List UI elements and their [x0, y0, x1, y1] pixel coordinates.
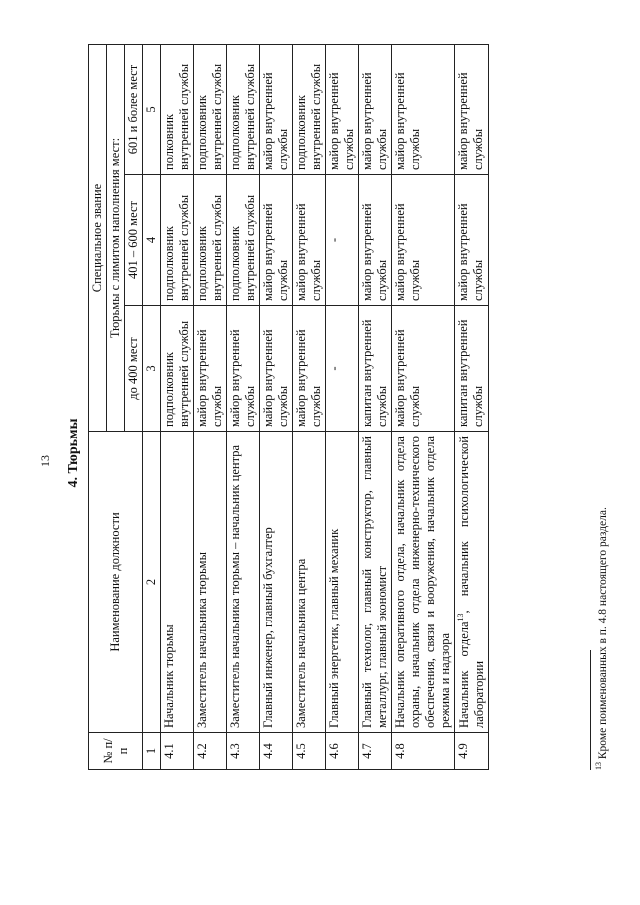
header-col-401-600: 401 – 600 мест: [125, 175, 143, 306]
table-row: [326, 45, 359, 770]
header-limit: Тюрьмы с лимитом наполнения мест:: [107, 45, 125, 432]
row-number: 4.7: [359, 733, 392, 770]
row-number: 4.1: [161, 733, 194, 770]
table-row: [194, 45, 227, 770]
rank-cell: майор внутренней службы: [293, 306, 326, 432]
row-number: 4.9: [455, 733, 489, 770]
footnote-mark: 13: [594, 762, 603, 770]
header-num: № п/п: [89, 733, 143, 770]
row-number: 4.6: [326, 733, 359, 770]
rank-cell: -: [326, 306, 359, 432]
header-rank: Специальное звание: [89, 45, 107, 432]
table-row: [293, 45, 326, 770]
footnote: [594, 507, 609, 770]
position-name: Заместитель начальника центра: [293, 432, 326, 733]
rank-cell: майор внутренней службы: [455, 45, 489, 175]
row-number: 4.8: [392, 733, 455, 770]
rank-cell: майор внутренней службы: [359, 175, 392, 306]
rank-cell: подполковник внутренней службы: [227, 45, 260, 175]
position-name: Главный инженер, главный бухгалтер: [260, 432, 293, 733]
position-name: Заместитель начальника тюрьмы: [194, 432, 227, 733]
position-name: Заместитель начальника тюрьмы – начальник центра: [227, 432, 260, 733]
rank-cell: подполковник внутренней службы: [194, 175, 227, 306]
rank-cell: -: [326, 175, 359, 306]
footnote-text: Кроме поименованных в п. 4.8 настоящего раздела.: [596, 507, 609, 762]
row-number: 4.5: [293, 733, 326, 770]
rank-cell: майор внутренней службы: [359, 45, 392, 175]
rank-cell: майор внутренней службы: [260, 175, 293, 306]
rank-cell: майор внутренней службы: [194, 306, 227, 432]
rank-cell: полковник внутренней службы: [161, 45, 194, 175]
position-name-tail: , начальник психологической лаборатории: [457, 436, 487, 728]
rank-cell: подполковник внутренней службы: [227, 175, 260, 306]
table-row: [260, 45, 293, 770]
row-number: 4.3: [227, 733, 260, 770]
header-col-400: до 400 мест: [125, 306, 143, 432]
position-name-text: Начальник отдела: [457, 621, 472, 728]
column-number: 1: [143, 733, 161, 770]
rank-cell: майор внутренней службы: [392, 45, 455, 175]
rank-cell: майор внутренней службы: [455, 175, 489, 306]
rank-cell: майор внутренней службы: [227, 306, 260, 432]
row-number: 4.4: [260, 733, 293, 770]
position-name: Начальник тюрьмы: [161, 432, 194, 733]
table-row: [227, 45, 260, 770]
row-number: 4.2: [194, 733, 227, 770]
page-number: 13: [38, 455, 52, 467]
section-title: 4. Тюрьмы: [66, 418, 81, 488]
column-number: 5: [143, 45, 161, 175]
header-position: Наименование должности: [89, 432, 143, 733]
rank-cell: майор внутренней службы: [326, 45, 359, 175]
ranks-table: [88, 44, 489, 770]
column-number: 3: [143, 306, 161, 432]
rank-cell: подполковник внутренней службы: [293, 45, 326, 175]
position-name: [455, 432, 489, 733]
column-number: 4: [143, 175, 161, 306]
rank-cell: майор внутренней службы: [260, 45, 293, 175]
rank-cell: майор внутренней службы: [392, 175, 455, 306]
rank-cell: подполковник внутренней службы: [161, 306, 194, 432]
column-number: 2: [143, 432, 161, 733]
footnote-divider: [590, 650, 591, 770]
position-name: Начальник оперативного отдела, начальник отдела охраны, начальник отдела инженерно-технического обеспечения, связи и вооружения, начальник отдела режима и надзора: [392, 432, 455, 733]
position-name: Главный энергетик, главный механик: [326, 432, 359, 733]
rank-cell: майор внутренней службы: [392, 306, 455, 432]
rank-cell: подполковник внутренней службы: [194, 45, 227, 175]
position-name: Главный технолог, главный конструктор, главный металлург, главный экономист: [359, 432, 392, 733]
table-row: [359, 45, 392, 770]
rank-cell: майор внутренней службы: [260, 306, 293, 432]
rank-cell: майор внутренней службы: [293, 175, 326, 306]
table-row: [455, 45, 489, 770]
footnote-ref: 13: [456, 613, 465, 622]
table-row: [161, 45, 194, 770]
table-row: [392, 45, 455, 770]
rank-cell: капитан внутренней службы: [455, 306, 489, 432]
rank-cell: капитан внутренней службы: [359, 306, 392, 432]
rank-cell: подполковник внутренней службы: [161, 175, 194, 306]
header-col-601: 601 и более мест: [125, 45, 143, 175]
